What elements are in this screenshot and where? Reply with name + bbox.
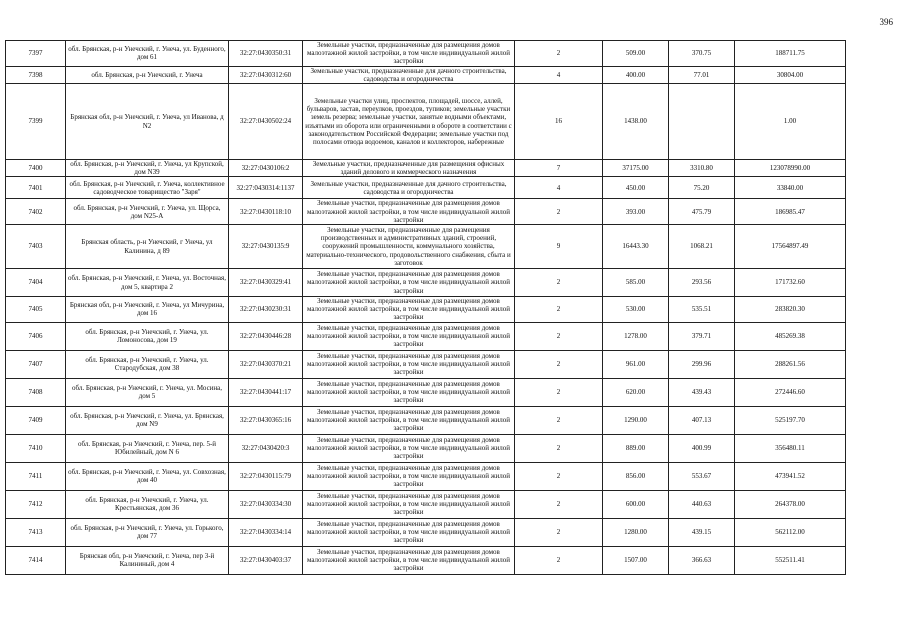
cadastral-value-cell: 552511.41 [735,546,846,574]
address-cell: обл. Брянская, р-н Унечский, г. Унеча, ул. Щорса, дом N25-А [66,199,229,225]
row-number-cell: 7404 [6,269,66,297]
land-use-cell: Земельные участки улиц, проспектов, площадей, шоссе, аллей, бульваров, застав, переулков, проездов, тупиков; земельные участки земель резерва; земельные участки, занятые водными объектами, изъятыми из оборота или ограниченными в обороте в соответствии с законодательством Российской Федерации; земельные участки под полосами отвода водоемов, каналов и коллекторов, набережные [303,84,515,160]
group-number-cell: 2 [515,406,603,434]
table-row [6,378,846,406]
area-cell: 530.00 [603,297,669,323]
table-row [6,199,846,225]
cadastral-number-cell: 32:27:0430370:21 [229,350,303,378]
cadastral-value-cell: 264378.00 [735,490,846,518]
cadastral-number-cell: 32:27:0430403:37 [229,546,303,574]
cadastral-number-cell: 32:27:0430334:30 [229,490,303,518]
specific-value-cell [669,84,735,160]
group-number-cell: 2 [515,269,603,297]
table-row [6,546,846,574]
row-number-cell: 7397 [6,41,66,67]
row-number-cell: 7412 [6,490,66,518]
address-cell: обл. Брянская, р-н Унечский, г. Унеча, ул. Восточная, дом 5, квартира 2 [66,269,229,297]
table-row [6,434,846,462]
specific-value-cell: 299.96 [669,350,735,378]
area-cell: 393.00 [603,199,669,225]
land-use-cell: Земельные участки, предназначенные для размещения офисных зданий делового и коммерческого назначения [303,160,515,177]
address-cell: обл. Брянская, р-н Унечский, г. Унеча, ул. Буденного, дом 61 [66,41,229,67]
group-number-cell: 9 [515,225,603,269]
group-number-cell: 2 [515,378,603,406]
cadastral-number-cell: 32:27:0430106:2 [229,160,303,177]
row-number-cell: 7406 [6,322,66,350]
land-use-cell: Земельные участки, предназначенные для размещения домов малоэтажной жилой застройки, в том числе индивидуальной жилой застройки [303,297,515,323]
cadastral-number-cell: 32:27:0430350:31 [229,41,303,67]
land-use-cell: Земельные участки, предназначенные для дачного строительства, садоводства и огородничества [303,177,515,199]
area-cell: 1278.00 [603,322,669,350]
specific-value-cell: 370.75 [669,41,735,67]
land-use-cell: Земельные участки, предназначенные для размещения домов малоэтажной жилой застройки, в том числе индивидуальной жилой застройки [303,322,515,350]
cadastral-number-cell: 32:27:0430312:60 [229,66,303,83]
land-use-cell: Земельные участки, предназначенные для размещения домов малоэтажной жилой застройки, в том числе индивидуальной жилой застройки [303,378,515,406]
land-use-cell: Земельные участки, предназначенные для размещения производственных и административных зданий, строений, сооружений промышленности, коммунального хозяйства, материально-технического, продовольственного снабжения, сбыта и заготовок [303,225,515,269]
cadastral-value-cell: 17564897.49 [735,225,846,269]
specific-value-cell: 3310.80 [669,160,735,177]
specific-value-cell: 75.20 [669,177,735,199]
row-number-cell: 7403 [6,225,66,269]
address-cell: обл. Брянская, р-н Унечский, г. Унеча, ул. Горького, дом 77 [66,518,229,546]
area-cell: 1280.00 [603,518,669,546]
specific-value-cell: 366.63 [669,546,735,574]
specific-value-cell: 440.63 [669,490,735,518]
specific-value-cell: 553.67 [669,462,735,490]
cadastral-value-cell: 272446.60 [735,378,846,406]
cadastral-number-cell: 32:27:0430420:3 [229,434,303,462]
cadastral-number-cell: 32:27:0430502:24 [229,84,303,160]
land-use-cell: Земельные участки, предназначенные для размещения домов малоэтажной жилой застройки, в том числе индивидуальной жилой застройки [303,41,515,67]
group-number-cell: 7 [515,160,603,177]
specific-value-cell: 400.99 [669,434,735,462]
area-cell: 600.00 [603,490,669,518]
land-use-cell: Земельные участки, предназначенные для размещения домов малоэтажной жилой застройки, в том числе индивидуальной жилой застройки [303,490,515,518]
table-row [6,350,846,378]
specific-value-cell: 535.51 [669,297,735,323]
area-cell: 856.00 [603,462,669,490]
table-row [6,518,846,546]
cadastral-value-cell: 288261.56 [735,350,846,378]
land-use-cell: Земельные участки, предназначенные для размещения домов малоэтажной жилой застройки, в том числе индивидуальной жилой застройки [303,434,515,462]
address-cell: Брянская область, р-н Унечский, г Унеча, ул Калинина, д 89 [66,225,229,269]
row-number-cell: 7398 [6,66,66,83]
table-row [6,160,846,177]
cadastral-value-cell: 171732.60 [735,269,846,297]
cadastral-number-cell: 32:27:0430314:1137 [229,177,303,199]
cadastral-value-cell: 473941.52 [735,462,846,490]
table-row [6,322,846,350]
address-cell: обл. Брянская, р-н Унечский, г. Унеча, ул. Крестьянская, дом 36 [66,490,229,518]
cadastral-value-cell: 30804.00 [735,66,846,83]
specific-value-cell: 379.71 [669,322,735,350]
table-row [6,269,846,297]
specific-value-cell: 77.01 [669,66,735,83]
table-row [6,66,846,83]
address-cell: обл. Брянская, р-н Унечский, г. Унеча, пер. 5-й Юбилейный, дом N 6 [66,434,229,462]
table-row [6,490,846,518]
specific-value-cell: 475.79 [669,199,735,225]
cadastral-value-cell: 186985.47 [735,199,846,225]
group-number-cell: 16 [515,84,603,160]
group-number-cell: 2 [515,322,603,350]
group-number-cell: 4 [515,177,603,199]
specific-value-cell: 439.15 [669,518,735,546]
row-number-cell: 7408 [6,378,66,406]
cadastral-value-cell: 356480.11 [735,434,846,462]
cadastral-number-cell: 32:27:0430329:41 [229,269,303,297]
cadastral-number-cell: 32:27:0430135:9 [229,225,303,269]
land-use-cell: Земельные участки, предназначенные для размещения домов малоэтажной жилой застройки, в том числе индивидуальной жилой застройки [303,199,515,225]
table-row [6,462,846,490]
row-number-cell: 7409 [6,406,66,434]
land-use-cell: Земельные участки, предназначенные для размещения домов малоэтажной жилой застройки, в том числе индивидуальной жилой застройки [303,406,515,434]
area-cell: 620.00 [603,378,669,406]
table-row [6,84,846,160]
group-number-cell: 4 [515,66,603,83]
address-cell: обл. Брянская, р-н Унечский, г. Унеча, ул. Ломоносова, дом 19 [66,322,229,350]
area-cell: 37175.00 [603,160,669,177]
cadastral-number-cell: 32:27:0430230:31 [229,297,303,323]
group-number-cell: 2 [515,490,603,518]
address-cell: обл. Брянская, р-н Унечский, г. Унеча, ул. Мосина, дом 5 [66,378,229,406]
address-cell: Брянская обл, р-н Унечский, г. Унеча, ул Мичурина, дом 16 [66,297,229,323]
cadastral-value-table [5,40,846,575]
cadastral-number-cell: 32:27:0430365:16 [229,406,303,434]
row-number-cell: 7407 [6,350,66,378]
cadastral-value-cell: 562112.00 [735,518,846,546]
specific-value-cell: 293.56 [669,269,735,297]
cadastral-number-cell: 32:27:0430118:10 [229,199,303,225]
address-cell: обл. Брянская, р-н Унечский, г. Унеча, ул Крупской, дом N39 [66,160,229,177]
row-number-cell: 7410 [6,434,66,462]
group-number-cell: 2 [515,462,603,490]
cadastral-value-cell: 525197.70 [735,406,846,434]
address-cell: обл. Брянская, р-н Унечский, г. Унеча, коллективное садоводческое товарищество "Заря" [66,177,229,199]
cadastral-value-cell: 485269.38 [735,322,846,350]
specific-value-cell: 407.13 [669,406,735,434]
land-use-cell: Земельные участки, предназначенные для размещения домов малоэтажной жилой застройки, в том числе индивидуальной жилой застройки [303,350,515,378]
area-cell: 889.00 [603,434,669,462]
row-number-cell: 7414 [6,546,66,574]
table-row [6,225,846,269]
cadastral-number-cell: 32:27:0430115:79 [229,462,303,490]
row-number-cell: 7401 [6,177,66,199]
land-use-cell: Земельные участки, предназначенные для размещения домов малоэтажной жилой застройки, в том числе индивидуальной жилой застройки [303,518,515,546]
address-cell: обл. Брянская, р-н Унечский, г. Унеча, ул. Стародубская, дом 38 [66,350,229,378]
group-number-cell: 2 [515,350,603,378]
specific-value-cell: 439.43 [669,378,735,406]
cadastral-value-cell: 1.00 [735,84,846,160]
row-number-cell: 7400 [6,160,66,177]
row-number-cell: 7413 [6,518,66,546]
row-number-cell: 7402 [6,199,66,225]
area-cell: 1290.00 [603,406,669,434]
area-cell: 1507.00 [603,546,669,574]
area-cell: 961.00 [603,350,669,378]
land-use-cell: Земельные участки, предназначенные для размещения домов малоэтажной жилой застройки, в том числе индивидуальной жилой застройки [303,462,515,490]
page-number: 396 [879,17,893,27]
table-row [6,41,846,67]
group-number-cell: 2 [515,199,603,225]
area-cell: 450.00 [603,177,669,199]
address-cell: обл. Брянская, р-н Унечский, г. Унеча, ул. Брянская, дом N9 [66,406,229,434]
table-row [6,406,846,434]
cadastral-number-cell: 32:27:0430441:17 [229,378,303,406]
cadastral-number-cell: 32:27:0430334:14 [229,518,303,546]
land-use-cell: Земельные участки, предназначенные для размещения домов малоэтажной жилой застройки, в том числе индивидуальной жилой застройки [303,546,515,574]
area-cell: 509.00 [603,41,669,67]
area-cell: 400.00 [603,66,669,83]
land-use-cell: Земельные участки, предназначенные для размещения домов малоэтажной жилой застройки, в том числе индивидуальной жилой застройки [303,269,515,297]
row-number-cell: 7411 [6,462,66,490]
table-row [6,177,846,199]
address-cell: Брянская обл, р-н Унечский, г. Унеча, ул Иванова, д N2 [66,84,229,160]
address-cell: обл. Брянская, р-н Унечский, г. Унеча [66,66,229,83]
group-number-cell: 2 [515,434,603,462]
group-number-cell: 2 [515,41,603,67]
row-number-cell: 7399 [6,84,66,160]
specific-value-cell: 1068.21 [669,225,735,269]
row-number-cell: 7405 [6,297,66,323]
group-number-cell: 2 [515,518,603,546]
land-use-cell: Земельные участки, предназначенные для дачного строительства, садоводства и огородничества [303,66,515,83]
address-cell: Брянская обл, р-н Унечский, г. Унеча, пер 3-й Калининый, дом 4 [66,546,229,574]
group-number-cell: 2 [515,297,603,323]
group-number-cell: 2 [515,546,603,574]
area-cell: 585.00 [603,269,669,297]
area-cell: 16443.30 [603,225,669,269]
area-cell: 1438.00 [603,84,669,160]
table-body [6,41,846,575]
cadastral-value-cell: 123078990.00 [735,160,846,177]
address-cell: обл. Брянская, р-н Унечский, г. Унеча, ул. Совхозная, дом 40 [66,462,229,490]
cadastral-value-cell: 33840.00 [735,177,846,199]
cadastral-number-cell: 32:27:0430446:28 [229,322,303,350]
cadastral-value-cell: 283820.30 [735,297,846,323]
table-row [6,297,846,323]
cadastral-value-cell: 188711.75 [735,41,846,67]
